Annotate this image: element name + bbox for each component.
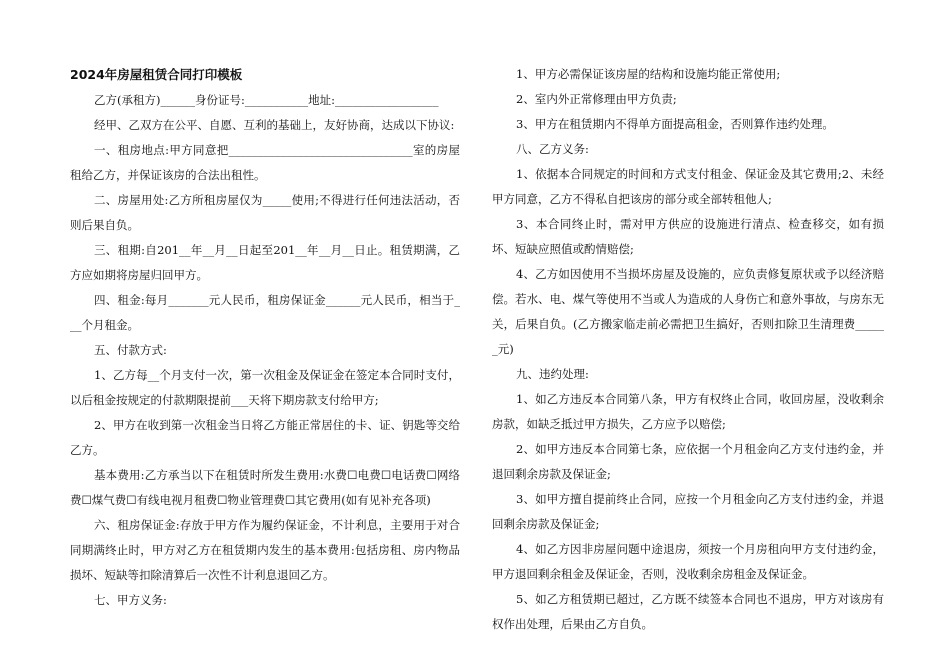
clause-9-item-3: 3、如甲方擅自提前终止合同，应按一个月租金向乙方支付违约金，并退回剩余房款及保证金; <box>492 492 884 531</box>
document-title: 2024年房屋租赁合同打印模板 <box>70 67 243 82</box>
basic-fees: 基本费用:乙方承当以下在租赁时所发生费用:水费☐电费☐电话费☐网络费☐煤气费☐有线电视月租费☐物业管理费☐其它费用(如有见补充各项) <box>70 468 460 507</box>
clause-7-item-3: 3、甲方在租赁期内不得单方面提高租金，否则算作违约处理。 <box>516 117 834 131</box>
clause-4-rent: 四、租金:每月_______元人民币，租房保证金______元人民币，相当于___个月租金。 <box>70 293 460 332</box>
clause-1-location: 一、租房地点:甲方同意把________________________________室的房屋租给乙方，并保证该房的合法出租性。 <box>70 143 460 182</box>
clause-9-item-2: 2、如甲方违反本合同第七条，应依据一个月租金向乙方支付违约金，并退回剩余房款及保证金; <box>492 442 884 481</box>
left-column <box>70 62 460 613</box>
party-b-info: 乙方(承租方)______身份证号:___________地址:__________________ <box>94 93 439 107</box>
clause-6-deposit: 六、租房保证金:存放于甲方作为履约保证金，不计利息，主要用于对合同期满终止时，甲方对乙方在租赁期内发生的基本费用:包括房租、房内物品损坏、短缺等扣除清算后一次性不计利息退回乙方。 <box>70 518 460 582</box>
clause-5-heading: 五、付款方式: <box>94 343 167 357</box>
clause-7-heading: 七、甲方义务: <box>94 593 167 607</box>
clause-8-item-3: 3、本合同终止时，需对甲方供应的设施进行清点、检查移交，如有损坏、短缺应照值或酌情赔偿; <box>492 217 884 256</box>
clause-9-item-5: 5、如乙方租赁期已超过，乙方既不续签本合同也不退房，甲方对该房有权作出处理，后果由乙方自负。 <box>492 592 884 631</box>
clause-5-item-2: 2、甲方在收到第一次租金当日将乙方能正常居住的卡、证、钥匙等交给乙方。 <box>70 418 460 457</box>
clause-8-item-4: 4、乙方如因使用不当损坏房屋及设施的，应负责修复原状或予以经济赔偿。若水、电、煤气等使用不当或人为造成的人身伤亡和意外事故，与房东无关，后果自负。(乙方搬家临走前必需把卫生搞好，否则扣除卫生清理费______元) <box>492 267 884 356</box>
clause-7-item-2: 2、室内外正常修理由甲方负责; <box>516 92 677 106</box>
clause-9-item-1: 1、如乙方违反本合同第八条，甲方有权终止合同，收回房屋，没收剩余房款，如缺乏抵过甲方损失，乙方应予以赔偿; <box>492 392 884 431</box>
clause-9-heading: 九、违约处理: <box>516 367 589 381</box>
clause-8-heading: 八、乙方义务: <box>516 142 589 156</box>
clause-7-item-1: 1、甲方必需保证该房屋的结构和设施均能正常使用; <box>516 67 781 81</box>
clause-8-items-1-2: 1、依据本合同规定的时间和方式支付租金、保证金及其它费用;2、未经甲方同意，乙方不得私自把该房的部分或全部转租他人; <box>492 167 884 206</box>
right-column <box>492 62 884 637</box>
clause-9-item-4: 4、如乙方因非房屋问题中途退房，须按一个月房租向甲方支付违约金，甲方退回剩余租金及保证金，否则，没收剩余房租金及保证金。 <box>492 542 884 581</box>
agreement-intro: 经甲、乙双方在公平、自愿、互利的基础上，友好协商，达成以下协议: <box>94 118 455 132</box>
clause-2-usage: 二、房屋用处:乙方所租房屋仅为_____使用;不得进行任何违法活动，否则后果自负。 <box>70 193 460 232</box>
clause-3-term: 三、租期:自201__年__月__日起至201__年__月__日止。租赁期满，乙方应如期将房屋归回甲方。 <box>70 243 460 282</box>
clause-5-item-1: 1、乙方每__个月支付一次，第一次租金及保证金在签定本合同时支付，以后租金按规定的付款期限提前___天将下期房款支付给甲方; <box>70 368 460 407</box>
